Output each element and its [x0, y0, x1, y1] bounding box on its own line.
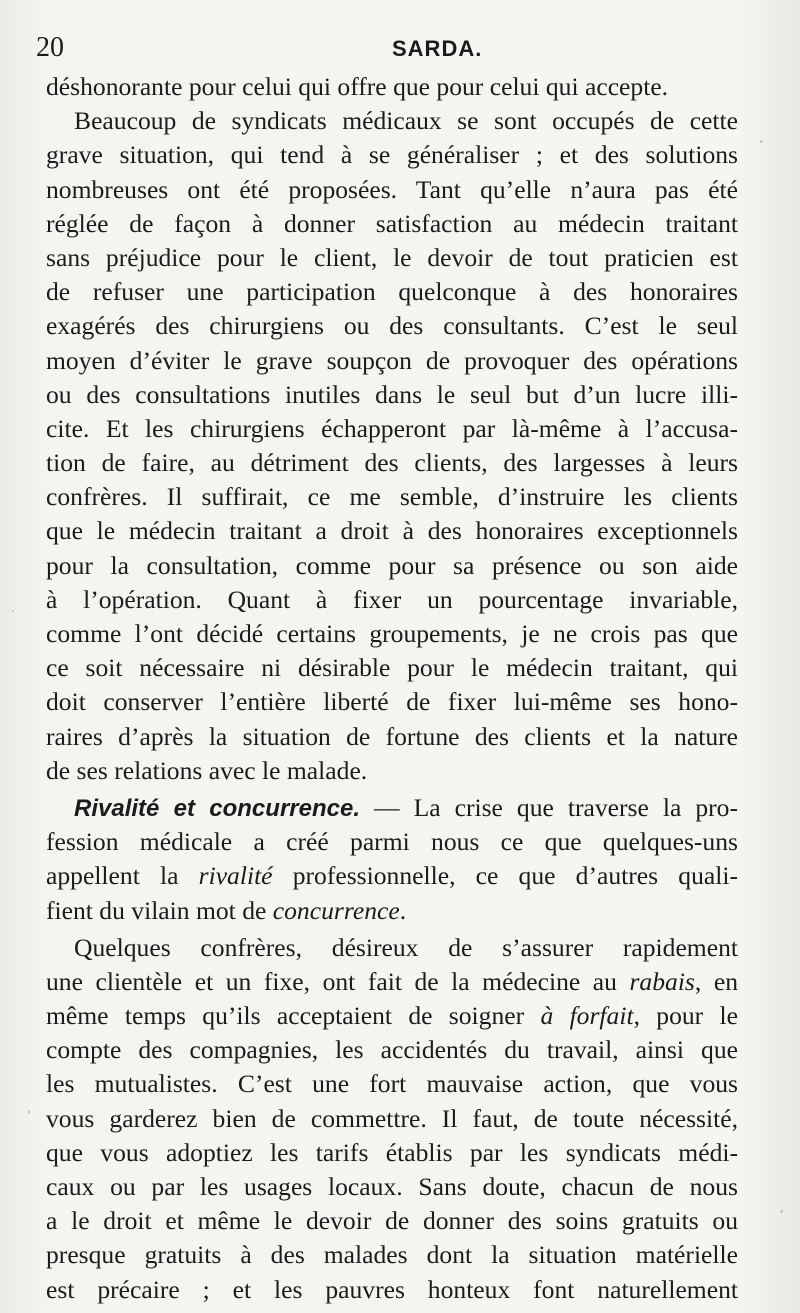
- text-line: [46, 999, 738, 1033]
- page-number: 20: [36, 32, 64, 63]
- text-run: même temps qu’ils acceptaient de soigner: [46, 1001, 541, 1031]
- italic-term: à forfait: [540, 1001, 634, 1031]
- text-line: réglée de façon à donner satisfaction au médecin traitant: [46, 208, 738, 238]
- text-line: pour la consultation, comme pour sa présence ou son aide: [46, 550, 738, 580]
- text-line: doit conserver l’entière liberté de fixer lui-même ses hono-: [46, 687, 738, 717]
- text-line: cite. Et les chirurgiens échapperont par là-même à l’accusa-: [46, 413, 738, 443]
- text-line: exagérés des chirurgiens ou des consultants. C’est le seul: [46, 311, 738, 341]
- paper-speck: [780, 1210, 783, 1213]
- text-run: professionnelle, ce que d’autres quali-: [272, 861, 738, 891]
- paper-speck: [28, 1110, 30, 1114]
- section-heading: Rivalité et concurrence.: [74, 794, 360, 822]
- text-line: est précaire ; et les pauvres honteux font naturellement: [46, 1274, 738, 1304]
- text-run: — La crise que traverse la pro-: [360, 792, 738, 822]
- text-line: tion de faire, au détriment des clients, des largesses à leurs: [46, 448, 738, 478]
- text-line: comme l’ont décidé certains groupements, je ne crois pas que: [46, 619, 738, 648]
- text-line: [46, 859, 738, 893]
- page-header: [36, 28, 740, 68]
- italic-term: rabais: [629, 966, 695, 996]
- text-line: confrères. Il suffirait, ce me semble, d’instruire les clients: [46, 482, 738, 512]
- text-line: caux ou par les usages locaux. Sans doute, chacun de nous: [46, 1172, 738, 1201]
- text-line: [46, 965, 738, 999]
- text-line: moyen d’éviter le grave soupçon de provoquer des opérations: [46, 345, 738, 375]
- text-line: presque gratuits à des malades dont la situation matérielle: [46, 1240, 738, 1270]
- text-line: nombreuses ont été proposées. Tant qu’elle n’aura pas été: [46, 174, 738, 204]
- paper-speck: [760, 140, 763, 143]
- text-line: Quelques confrères, désireux de s’assurer rapidement: [74, 932, 738, 962]
- paper-speck: [12, 610, 14, 612]
- section-first-line: [46, 791, 738, 825]
- running-head: SARDA.: [392, 36, 483, 61]
- text-line: de ses relations avec le malade.: [46, 755, 368, 785]
- text-line: raires d’après la situation de fortune des clients et la nature: [46, 721, 738, 751]
- body-text: [46, 70, 738, 1307]
- text-run: .: [399, 895, 407, 925]
- text-run: fient du vilain mot de: [46, 895, 273, 925]
- text-line: grave situation, qui tend à se généraliser ; et des solutions: [46, 140, 738, 170]
- text-line: que le médecin traitant a droit à des honoraires exceptionnels: [46, 516, 738, 546]
- text-line: [46, 894, 738, 928]
- text-line: que vous adoptiez les tarifs établis par les syndicats médi-: [46, 1137, 738, 1167]
- text-line: sans préjudice pour le client, le devoir de tout praticien est: [46, 242, 738, 272]
- text-line: les mutualistes. C’est une fort mauvaise action, que vous: [46, 1069, 738, 1099]
- italic-term: rivalité: [198, 861, 273, 891]
- text-run: , pour le: [633, 1001, 738, 1031]
- text-line: déshonorante pour celui qui offre que pour celui qui accepte.: [46, 72, 669, 101]
- text-run: appellent la: [46, 861, 199, 891]
- text-line: ou des consultations inutiles dans le seul but d’un lucre illi-: [46, 379, 738, 409]
- italic-term: concurrence: [272, 895, 400, 925]
- text-run: une clientèle et un fixe, ont fait de la médecine au: [46, 966, 630, 996]
- text-line: a le droit et même le devoir de donner des soins gratuits ou: [46, 1206, 738, 1236]
- text-line: à l’opération. Quant à fixer un pourcentage invariable,: [46, 584, 738, 614]
- text-line: fession médicale a créé parmi nous ce que quelques-uns: [46, 827, 738, 857]
- text-line: Beaucoup de syndicats médicaux se sont occupés de cette: [74, 106, 738, 136]
- text-run: , en: [694, 966, 738, 996]
- text-line: compte des compagnies, les accidentés du travail, ainsi que: [46, 1035, 738, 1065]
- text-line: de refuser une participation quelconque à des honoraires: [46, 277, 738, 307]
- text-line: vous garderez bien de commettre. Il faut, de toute nécessité,: [46, 1103, 738, 1133]
- text-line: ce soit nécessaire ni désirable pour le médecin traitant, qui: [46, 653, 738, 683]
